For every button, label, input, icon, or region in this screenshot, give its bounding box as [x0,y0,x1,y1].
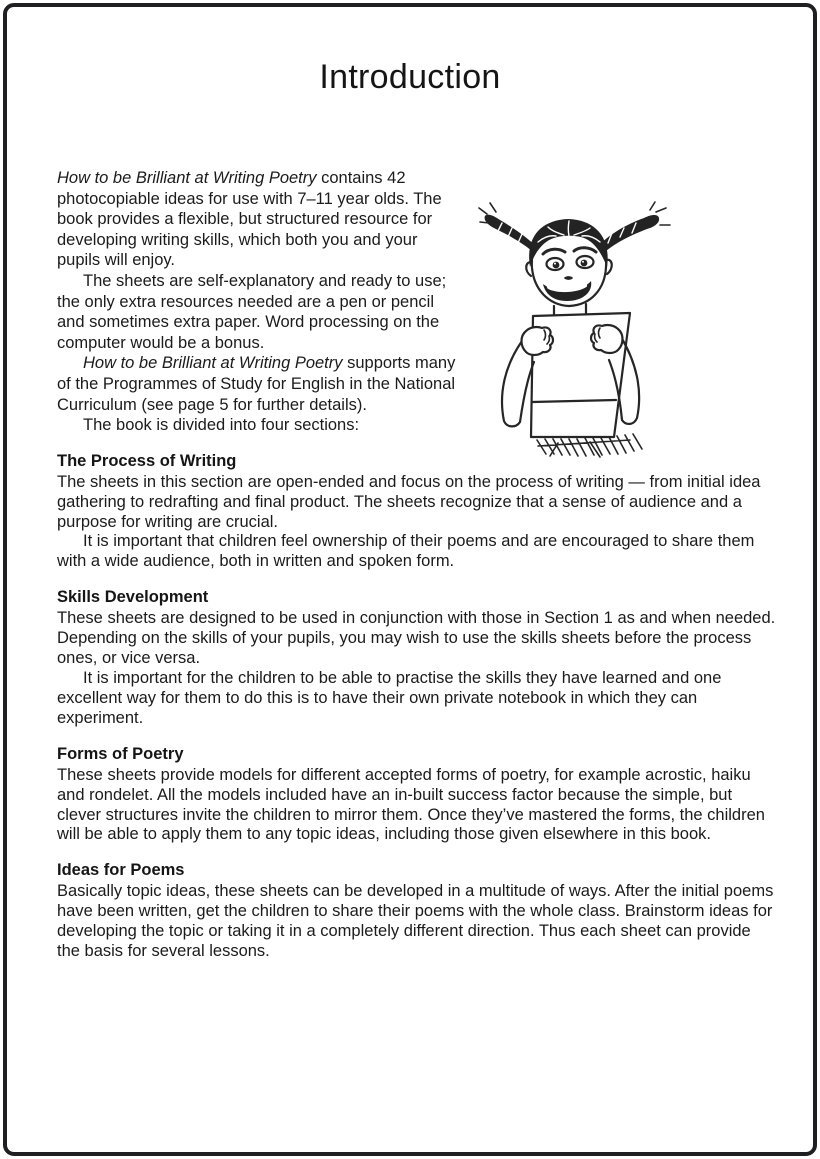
book-title-italic: How to be Brilliant at Writing Poetry [57,169,317,187]
section-paragraph: These sheets are designed to be used in conjunction with those in Section 1 as and when needed. Depending on the skills of your pupils, you may wish to use the skills sheets before the process ones, or vice versa. [57,609,776,668]
section-heading-forms-of-poetry: Forms of Poetry [57,744,184,763]
intro-paragraph-1 [57,168,456,271]
page-title: Introduction [319,58,501,96]
intro-paragraph-3 [57,353,456,415]
child-illustration [440,170,700,470]
section-paragraph: It is important that children feel ownership of their poems and are encouraged to share them with a wide audience, both in written and spoken form. [57,532,755,571]
intro-paragraph-4: The book is divided into four sections: [83,416,360,435]
intro-text-column [57,168,456,436]
fist-right-icon [591,325,623,353]
book-title-italic-2: How to be Brilliant at Writing Poetry [83,354,343,373]
section-heading-skills-development: Skills Development [57,588,209,607]
section-paragraph: It is important for the children to be able to practise the skills they have learned and one excellent way for them to do this is to have their own private notebook in which they can experiment. [57,668,722,727]
section-paragraph: Basically topic ideas, these sheets can be developed in a multitude of ways. After the initial poems have been written, get the children to share their poems with the whole class. Brainstorm ideas for developing the topic or taking it in a completely different direction. Thus each sheet can provide the basis for several lessons. [57,882,774,961]
intro-paragraph-3-rest: supports many of the Programmes of Study for English in the National Curriculum (see page 5 for further details). [57,354,456,414]
section-paragraph: These sheets provide models for different accepted forms of poetry, for example acrostic, haiku and rondelet. All the models included have an in-built success factor because the simple, but clever structures invite the children to mirror them. Once they’ve mastered the forms, the children will be able to apply them to any topic ideas, including those given elsewhere in this book. [57,765,765,844]
pigtail-right-icon [600,202,670,251]
fist-left-icon [522,327,554,355]
section-skills-development [57,587,778,728]
section-paragraph: The sheets in this section are open-ended and focus on the process of writing — from initial idea gathering to redrafting and final product. The sheets recognize that a sense of audience and a purpose for writing are crucial. [57,472,761,531]
pigtail-left-icon [479,203,536,251]
section-heading-process-of-writing: The Process of Writing [57,451,237,470]
section-ideas-for-poems [57,860,778,962]
child-with-pigtails-holding-paper-drawing [440,170,700,470]
intro-paragraph-1-rest: contains 42 photocopiable ideas for use with 7–11 year olds. The book provides a flexible, but structured resource for developing writing skills, which both you and your pupils will enjoy. [57,169,442,270]
sections-block [57,451,778,962]
intro-block [57,168,776,436]
intro-paragraph-2: The sheets are self-explanatory and ready to use; the only extra resources needed are a pen or pencil and sometimes extra paper. Word processing on the computer would be a bonus. [57,271,447,352]
section-forms-of-poetry [57,744,778,846]
section-heading-ideas-for-poems: Ideas for Poems [57,861,185,880]
